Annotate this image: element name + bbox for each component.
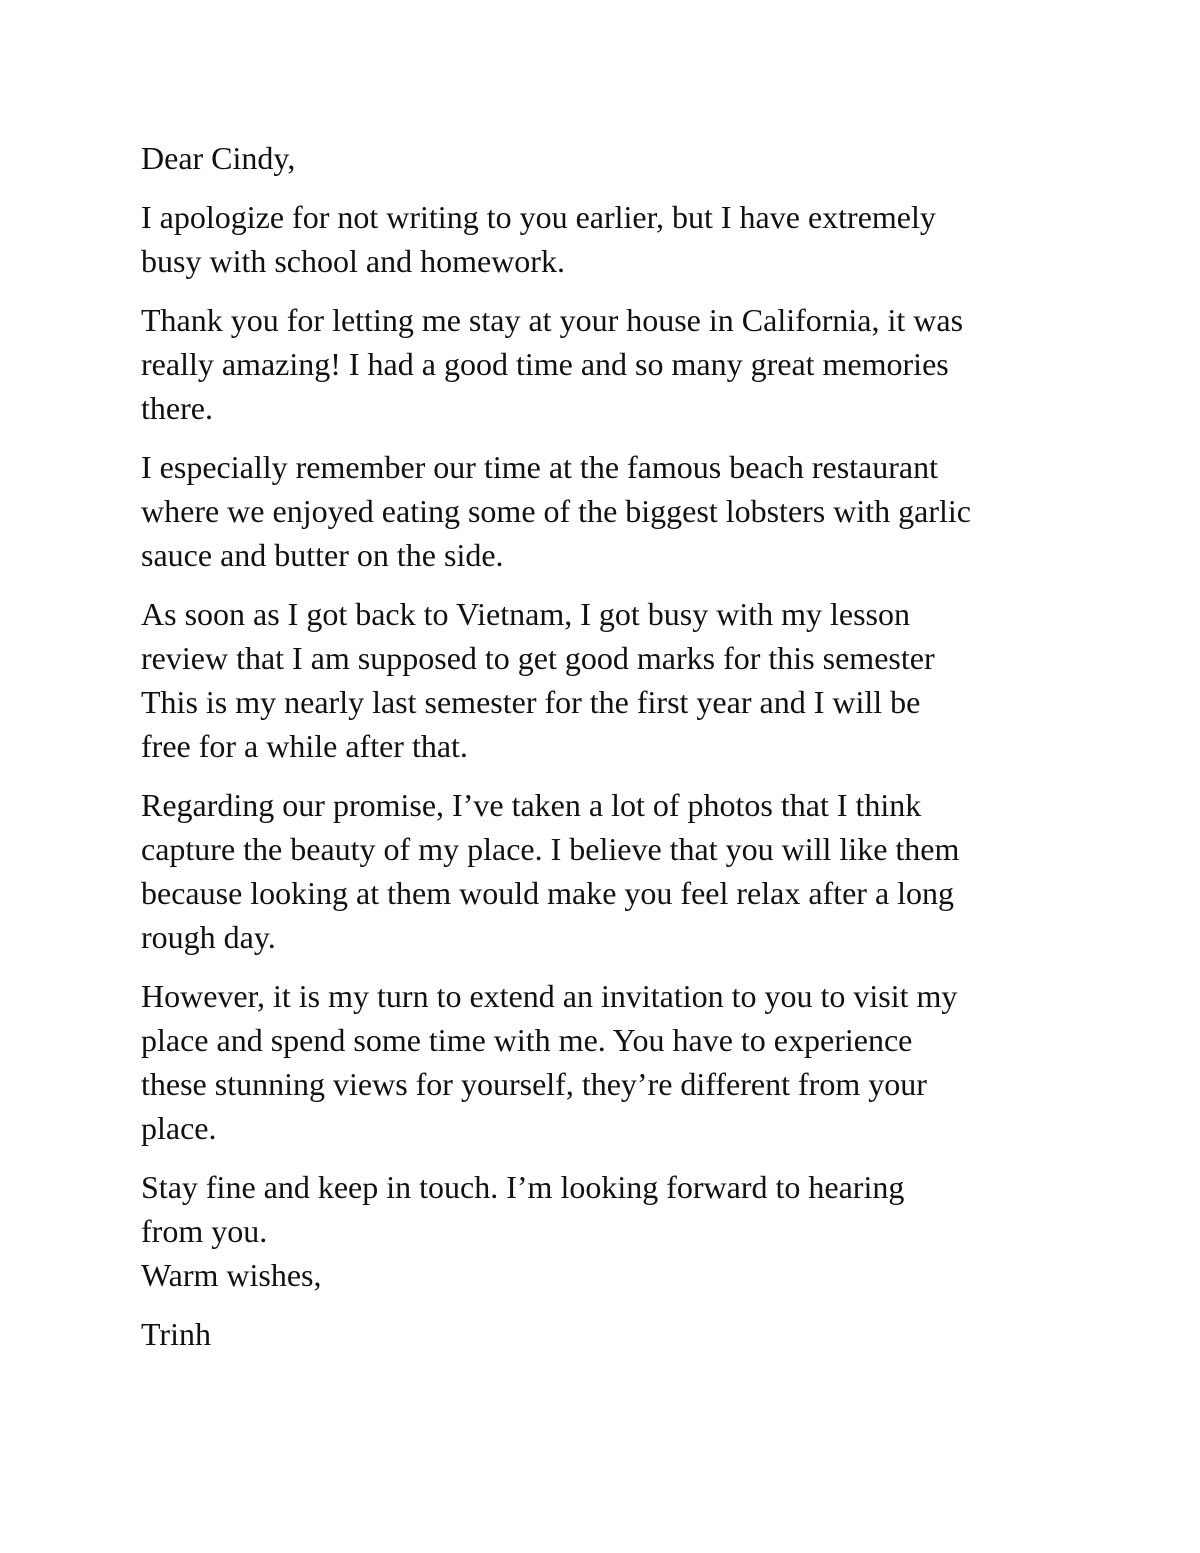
text-line: because looking at them would make you feel relax after a long [141,875,955,911]
letter-signature [141,1312,1076,1356]
text-line: capture the beauty of my place. I believe that you will like them [141,831,960,867]
text-line: I especially remember our time at the famous beach restaurant [141,449,938,485]
letter-paragraph-2 [141,298,1076,430]
text-line: Stay fine and keep in touch. I’m looking forward to hearing [141,1169,905,1205]
letter-paragraph-1 [141,195,1076,283]
text-line: review that I am supposed to get good marks for this semester [141,640,935,676]
text-line: Warm wishes, [141,1257,322,1293]
text-line: from you. [141,1213,268,1249]
text-line: Thank you for letting me stay at your house in California, it was [141,302,964,338]
text-line: place and spend some time with me. You have to experience [141,1022,913,1058]
letter-paragraph-4 [141,592,1076,768]
text-line: place. [141,1110,217,1146]
letter-paragraph-3 [141,445,1076,577]
letter-paragraph-7 [141,1165,1076,1253]
text-line: really amazing! I had a good time and so many great memories [141,346,949,382]
letter-body [141,136,1076,1356]
text-line: Regarding our promise, I’ve taken a lot of photos that I think [141,787,922,823]
text-line: sauce and butter on the side. [141,537,504,573]
letter-paragraph-5 [141,783,1076,959]
text-line: there. [141,390,213,426]
text-line: where we enjoyed eating some of the biggest lobsters with garlic [141,493,971,529]
letter-greeting [141,136,1076,180]
text-line: As soon as I got back to Vietnam, I got busy with my lesson [141,596,910,632]
text-line: Trinh [141,1316,211,1352]
text-line: However, it is my turn to extend an invitation to you to visit my [141,978,958,1014]
text-line: I apologize for not writing to you earlier, but I have extremely [141,199,936,235]
letter-paragraph-6 [141,974,1076,1150]
text-line: free for a while after that. [141,728,468,764]
text-line: rough day. [141,919,276,955]
text-line: Dear Cindy, [141,140,296,176]
letter-closing [141,1253,1076,1297]
text-line: these stunning views for yourself, they’re different from your [141,1066,927,1102]
text-line: This is my nearly last semester for the first year and I will be [141,684,921,720]
text-line: busy with school and homework. [141,243,565,279]
